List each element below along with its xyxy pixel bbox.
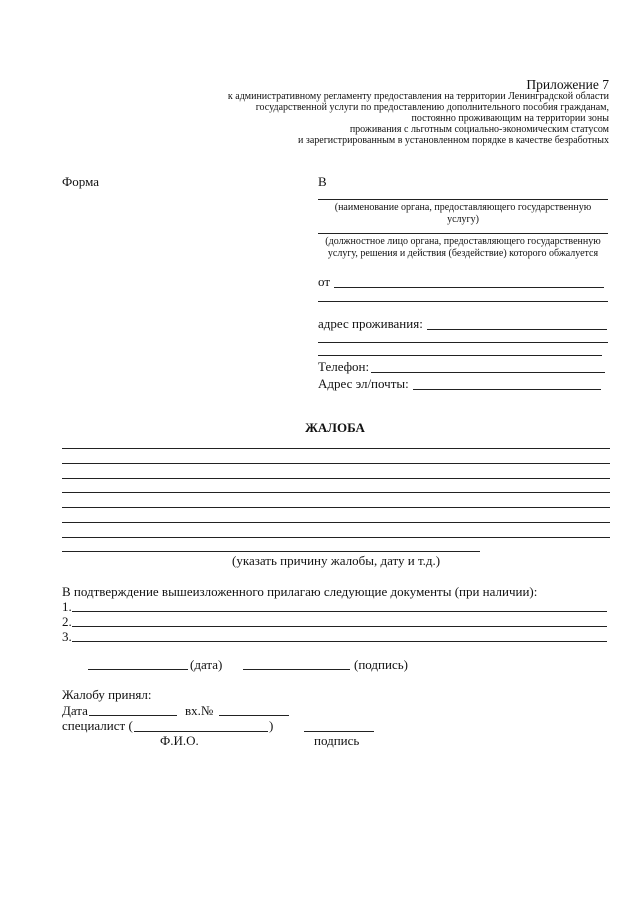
header-line-1: к административному регламенту предоставления на территории Ленинградской области (227, 91, 609, 102)
header-line-3: постоянно проживающим на территории зоны (411, 113, 609, 124)
complaint-line-7[interactable] (62, 537, 610, 538)
email-label: Адрес эл/почты: (318, 376, 409, 391)
form-label: Форма (62, 174, 99, 189)
reason-caption: (указать причину жалобы, дату и т.д.) (232, 553, 441, 568)
doc-field-3[interactable] (72, 641, 607, 642)
doc-field-2[interactable] (72, 626, 607, 627)
to-label: В (318, 174, 327, 189)
date-field[interactable] (88, 669, 188, 670)
complaint-line-8[interactable] (62, 551, 480, 552)
address-extra-line-1[interactable] (318, 342, 608, 343)
specialist-name-field[interactable] (134, 731, 268, 732)
accept-date-field[interactable] (89, 715, 177, 716)
doc-field-1[interactable] (72, 611, 607, 612)
signature-label: (подпись) (354, 657, 408, 672)
specialist-label: специалист ( (62, 718, 133, 733)
complaint-line-3[interactable] (62, 478, 610, 479)
phone-label: Телефон: (318, 359, 370, 374)
address-extra-line-2[interactable] (318, 355, 602, 356)
official-line[interactable] (318, 233, 608, 234)
complaint-line-6[interactable] (62, 522, 610, 523)
signature-caption: подпись (314, 733, 360, 748)
accept-date-label: Дата (62, 703, 88, 718)
accepted-label: Жалобу принял: (62, 687, 152, 702)
header-line-5: и зарегистрированным в установленном порядке в качестве безработных (298, 135, 609, 146)
org-caption: (наименование органа, предоставляющего государственную услугу) (334, 202, 592, 225)
doc-number-3: 3. (62, 629, 72, 644)
incoming-label: вх.№ (185, 703, 214, 718)
complaint-title: ЖАЛОБА (305, 420, 365, 435)
header-line-4: проживания с льготным социально-экономическим статусом (349, 124, 609, 135)
address-field[interactable] (427, 329, 607, 330)
close-paren: ) (269, 718, 274, 733)
address-label: адрес проживания: (318, 316, 423, 331)
org-name-line[interactable] (318, 199, 608, 200)
from-extra-line[interactable] (318, 301, 608, 302)
date-label: (дата) (190, 657, 223, 672)
complaint-line-5[interactable] (62, 507, 610, 508)
doc-number-2: 2. (62, 614, 72, 629)
documents-intro: В подтверждение вышеизложенного прилагаю следующие документы (при наличии): (62, 584, 538, 599)
doc-number-1: 1. (62, 599, 72, 614)
complaint-line-2[interactable] (62, 463, 610, 464)
specialist-signature-field[interactable] (304, 731, 374, 732)
official-caption: (должностное лицо органа, предоставляющего государственную услугу, решения и действия (бездействие) которого обжалуется (325, 236, 601, 259)
complaint-line-4[interactable] (62, 492, 610, 493)
from-field[interactable] (334, 287, 604, 288)
signature-field[interactable] (243, 669, 350, 670)
appendix-title: Приложение 7 (526, 77, 609, 92)
incoming-number-field[interactable] (219, 715, 289, 716)
header-line-2: государственной услуги по предоставлению дополнительного пособия гражданам, (255, 102, 609, 113)
fio-caption: Ф.И.О. (160, 733, 199, 748)
email-field[interactable] (413, 389, 601, 390)
from-label: от (318, 274, 331, 289)
complaint-line-1[interactable] (62, 448, 610, 449)
phone-field[interactable] (371, 372, 605, 373)
